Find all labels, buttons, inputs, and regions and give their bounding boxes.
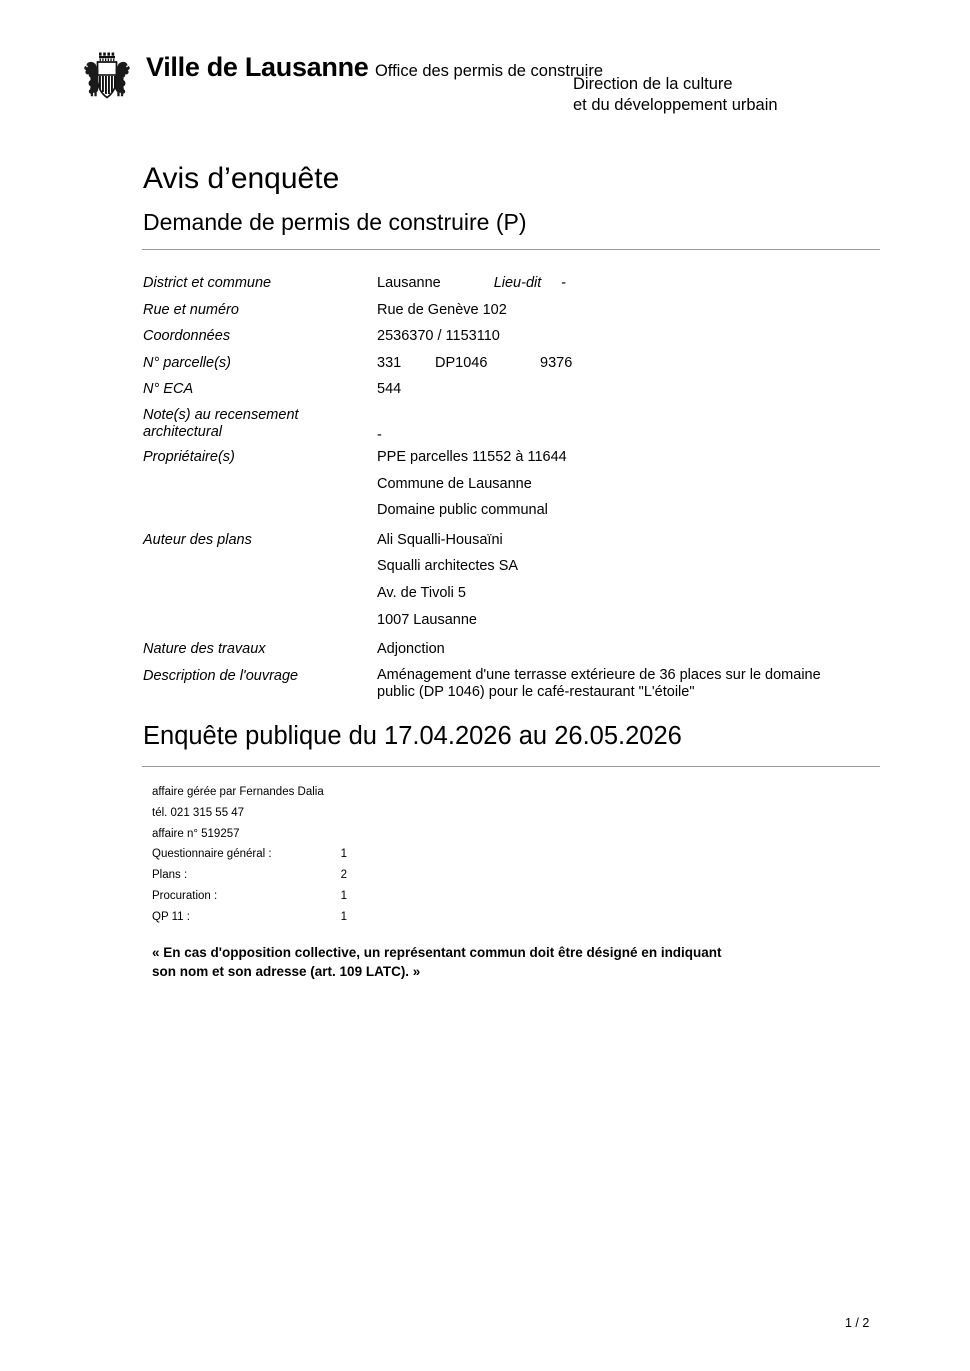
divider-bottom xyxy=(142,766,880,767)
label-nature: Nature des travaux xyxy=(143,641,266,658)
table-row-coordinates xyxy=(143,324,883,351)
case-info-block xyxy=(152,782,552,928)
brand-title: Ville de Lausanne xyxy=(146,52,369,82)
label-district: District et commune xyxy=(143,275,272,291)
page-subtitle: Demande de permis de construire (P) xyxy=(143,209,527,235)
value-parcelle-1: 331 xyxy=(377,354,402,371)
label-coordinates: Coordonnées xyxy=(143,328,231,345)
details-table xyxy=(143,271,883,702)
table-row-parcelles xyxy=(143,351,883,378)
value-auteur-1: Ali Squalli-Housaïni xyxy=(377,531,503,548)
document-count: 1 xyxy=(340,910,347,923)
document-count-row xyxy=(152,844,347,865)
document-count-row xyxy=(152,865,347,886)
legal-notice-line-2: son nom et son adresse (art. 109 LATC). » xyxy=(152,963,421,979)
table-row-district xyxy=(143,271,883,298)
legal-notice xyxy=(152,944,882,981)
label-description: Description de l'ouvrage xyxy=(143,667,299,684)
value-coordinates: 2536370 / 1153110 xyxy=(377,328,500,345)
document-name: Plans : xyxy=(152,869,188,882)
value-auteur-3: Av. de Tivoli 5 xyxy=(377,584,466,601)
label-eca: N° ECA xyxy=(143,381,194,398)
document-count: 2 xyxy=(340,869,347,882)
label-proprietaire: Propriétaire(s) xyxy=(143,448,235,465)
document-name: Questionnaire général : xyxy=(152,848,272,861)
value-lieudit: - xyxy=(561,275,567,291)
table-row-eca xyxy=(143,377,883,404)
table-row-recensement xyxy=(143,404,883,445)
table-row-nature xyxy=(143,637,883,664)
legal-notice-line-1: « En cas d'opposition collective, un représentant commun doit être désigné en indiquant xyxy=(152,945,722,960)
value-auteur-2: Squalli architectes SA xyxy=(377,558,519,575)
document-count: 1 xyxy=(340,848,347,861)
value-street: Rue de Genève 102 xyxy=(377,301,507,318)
label-street: Rue et numéro xyxy=(143,301,239,318)
divider-top xyxy=(142,249,880,250)
value-district: Lausanne xyxy=(377,275,441,291)
department-block xyxy=(573,74,778,116)
label-auteur: Auteur des plans xyxy=(143,531,252,548)
case-number: affaire n° 519257 xyxy=(152,827,240,840)
page-title: Avis d’enquête xyxy=(143,162,340,195)
document-name: QP 11 : xyxy=(152,910,190,923)
table-row-description xyxy=(143,664,883,702)
value-proprietaire-2: Commune de Lausanne xyxy=(377,475,532,492)
page-number: 1 / 2 xyxy=(845,1316,870,1330)
table-row-street xyxy=(143,298,883,325)
lausanne-coat-of-arms-icon xyxy=(78,52,136,102)
brand-text xyxy=(146,52,603,82)
value-district-group xyxy=(377,271,883,293)
label-recensement-line-1: Note(s) au recensement xyxy=(143,406,299,423)
value-parcelle-3: 9376 xyxy=(540,354,573,371)
value-eca: 544 xyxy=(377,381,402,398)
table-row-auteur xyxy=(143,528,883,637)
document-count: 1 xyxy=(340,889,347,902)
label-recensement xyxy=(143,404,377,442)
value-auteur-4: 1007 Lausanne xyxy=(377,611,477,628)
value-proprietaire-3: Domaine public communal xyxy=(377,502,548,519)
case-managed-by: affaire gérée par Fernandes Dalia xyxy=(152,786,324,798)
department-line-1: Direction de la culture xyxy=(573,75,733,93)
enquete-banner: Enquête publique du 17.04.2026 au 26.05.2026 xyxy=(143,722,682,750)
label-parcelles: N° parcelle(s) xyxy=(143,354,231,371)
document-count-row xyxy=(152,907,347,928)
value-parcelles-group xyxy=(377,351,883,373)
label-lieudit: Lieu-dit xyxy=(493,275,542,291)
case-phone: tél. 021 315 55 47 xyxy=(152,806,245,819)
document-count-row xyxy=(152,886,347,907)
value-recensement: - xyxy=(377,426,382,443)
value-proprietaire-group xyxy=(377,445,883,528)
label-recensement-line-2: architectural xyxy=(143,424,222,441)
value-description-line-1: Aménagement d'une terrasse extérieure de 36 places sur le domaine xyxy=(377,666,821,683)
department-line-2: et du développement urbain xyxy=(573,96,778,114)
brand-block xyxy=(78,52,603,102)
brand-subtitle: Office des permis de construire xyxy=(374,62,603,80)
value-auteur-group xyxy=(377,528,883,637)
value-parcelle-2: DP1046 xyxy=(435,354,488,371)
document-name: Procuration : xyxy=(152,889,218,902)
table-row-proprietaire xyxy=(143,445,883,528)
value-proprietaire-1: PPE parcelles 11552 à 11644 xyxy=(377,448,567,465)
document-header xyxy=(0,0,970,140)
value-nature: Adjonction xyxy=(377,641,445,658)
value-description-line-2: public (DP 1046) pour le café-restaurant "L'étoile" xyxy=(377,684,695,701)
value-description-group xyxy=(377,664,883,702)
